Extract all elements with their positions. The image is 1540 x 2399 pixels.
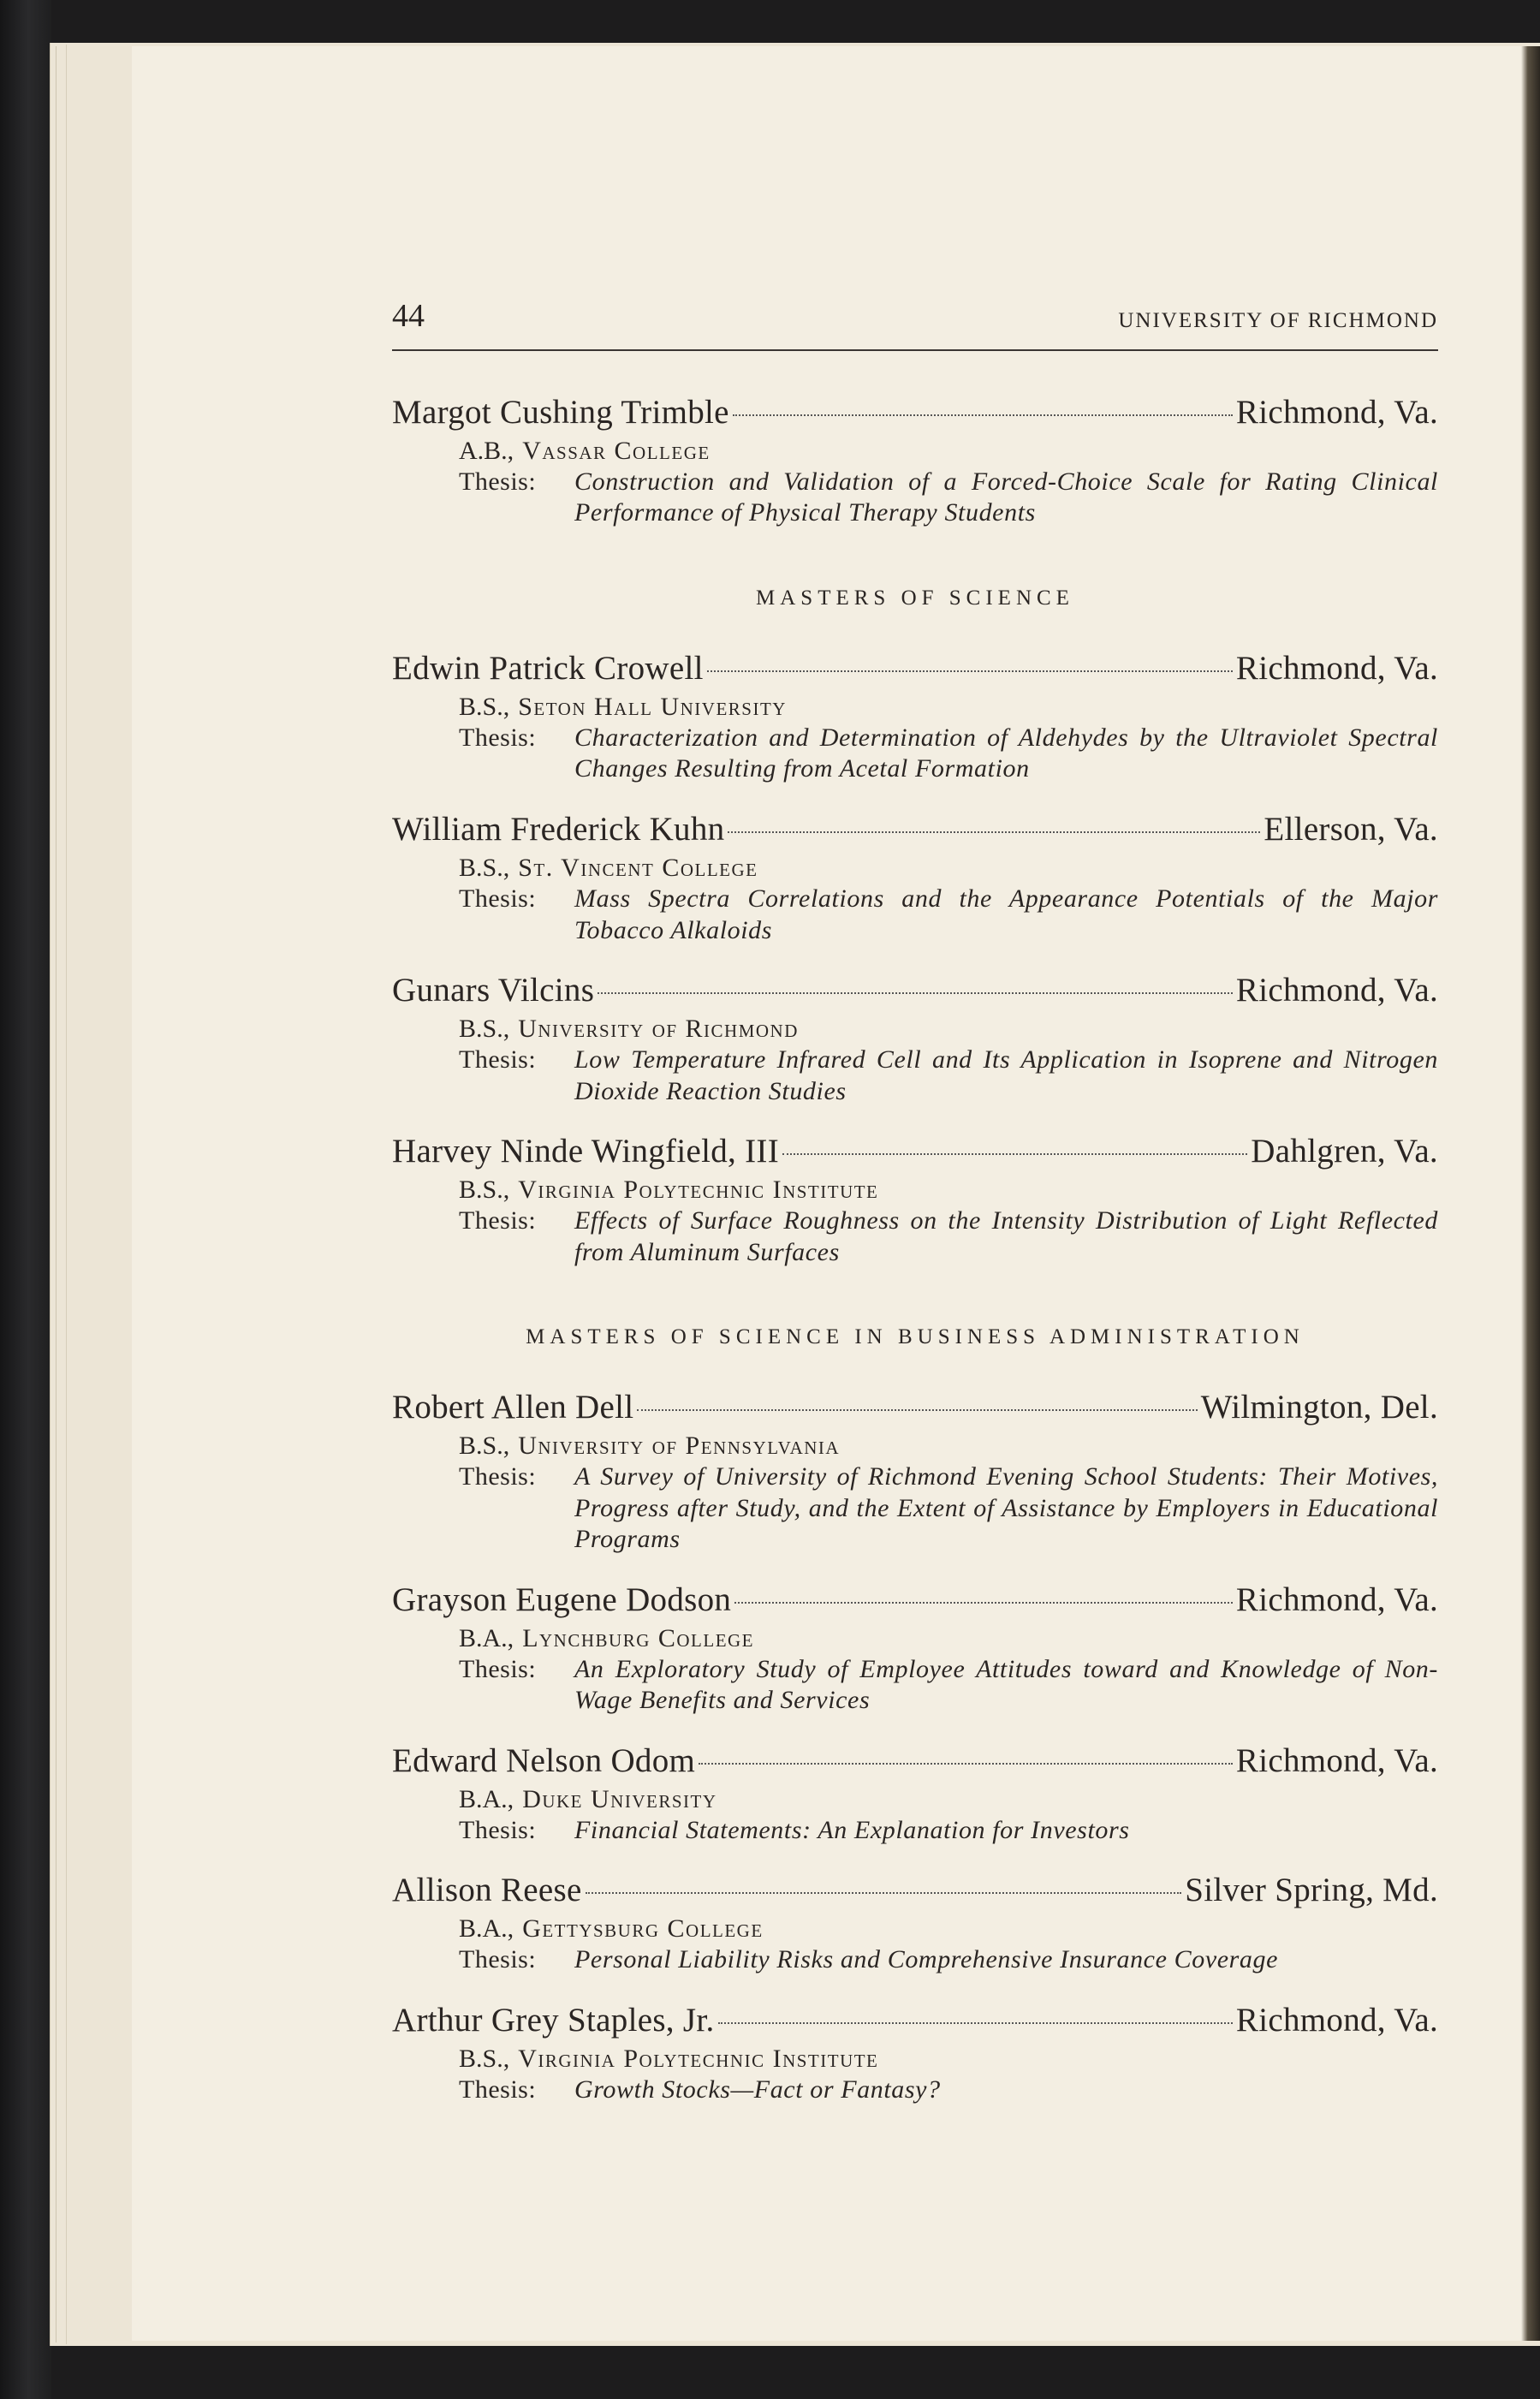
graduate-location: Dahlgren, Va. (1251, 1133, 1438, 1170)
graduate-name: William Frederick Kuhn (392, 811, 725, 848)
graduate-name: Harvey Ninde Wingfield, III (392, 1133, 779, 1170)
dot-leader (637, 1409, 1197, 1411)
name-line (392, 972, 1438, 1010)
page-gutter-shadow (1521, 46, 1540, 2341)
graduate-location: Richmond, Va. (1235, 650, 1438, 688)
graduate-location: Wilmington, Del. (1200, 1389, 1438, 1426)
degree-line (459, 1014, 1438, 1045)
name-line (392, 394, 1438, 432)
graduate-name: Grayson Eugene Dodson (392, 1580, 732, 1618)
institution: Vassar College (522, 436, 711, 465)
institution: University of Pennsylvania (518, 1432, 841, 1460)
graduate-location: Richmond, Va. (1235, 1580, 1438, 1618)
degree: B.S., (459, 1175, 510, 1204)
page-number: 44 (392, 298, 425, 334)
graduate-location: Richmond, Va. (1235, 1741, 1438, 1779)
institution: University of Richmond (518, 1014, 799, 1043)
running-title: UNIVERSITY OF RICHMOND (1118, 309, 1438, 332)
graduate-name: Arthur Grey Staples, Jr. (392, 2001, 715, 2039)
thesis-label: Thesis: (459, 467, 537, 496)
name-line (392, 1872, 1438, 1910)
thesis-line (459, 884, 1438, 946)
graduate-name: Edwin Patrick Crowell (392, 650, 704, 688)
graduate-entry (392, 2002, 1438, 2105)
dot-leader (586, 1892, 1182, 1894)
running-head (392, 300, 1438, 351)
graduate-location: Silver Spring, Md. (1185, 1872, 1438, 1909)
dot-leader (707, 670, 1233, 672)
thesis-line (459, 1461, 1438, 1556)
institution: Lynchburg College (522, 1623, 755, 1652)
degree: B.A., (459, 1623, 514, 1652)
name-line (392, 2002, 1438, 2040)
section-heading: MASTERS OF SCIENCE (756, 586, 1074, 610)
graduate-location: Richmond, Va. (1235, 972, 1438, 1009)
degree: B.S., (459, 1014, 510, 1043)
thesis-label: Thesis: (459, 884, 537, 913)
graduate-entry (392, 811, 1438, 946)
graduate-entry (392, 1581, 1438, 1717)
thesis-line (459, 723, 1438, 785)
graduate-entry (392, 1742, 1438, 1846)
thesis-line (459, 1654, 1438, 1717)
degree: A.B., (459, 436, 514, 465)
graduate-location: Richmond, Va. (1235, 2001, 1438, 2039)
graduate-name: Robert Allen Dell (392, 1389, 634, 1426)
book-cover-edge (0, 0, 51, 2399)
graduate-entry (392, 1389, 1438, 1556)
thesis-line (459, 1045, 1438, 1107)
degree-line (459, 692, 1438, 723)
graduate-entry (392, 972, 1438, 1107)
section-masters-of-science (392, 587, 1438, 1268)
thesis-title: Construction and Validation of a Forced-Choice Scale for Rating Clinical Performance of Physical Therapy Students (574, 467, 1438, 527)
institution: Virginia Polytechnic Institute (518, 1175, 879, 1204)
institution: Duke University (522, 1784, 717, 1813)
degree-line (459, 1175, 1438, 1205)
degree-line (459, 853, 1438, 884)
degree-line (459, 1784, 1438, 1815)
degree: B.S., (459, 692, 510, 721)
degree-line (459, 1623, 1438, 1654)
thesis-label: Thesis: (459, 2075, 537, 2104)
graduate-name: Allison Reese (392, 1872, 582, 1909)
thesis-line (459, 2075, 1438, 2106)
name-line (392, 811, 1438, 849)
thesis-title: An Exploratory Study of Employee Attitudes toward and Knowledge of Non-Wage Benefits and Services (574, 1654, 1438, 1715)
thesis-line (459, 1944, 1438, 1976)
thesis-label: Thesis: (459, 1945, 537, 1974)
degree: B.A., (459, 1914, 514, 1944)
dot-leader (728, 831, 1260, 833)
thesis-title: A Survey of University of Richmond Evening School Students: Their Motives, Progress after Study, and the Extent of Assistance by Employers in Educational Programs (574, 1462, 1438, 1554)
dot-leader (699, 1763, 1233, 1765)
degree-line (459, 436, 1438, 467)
thesis-label: Thesis: (459, 1654, 537, 1683)
thesis-title: Growth Stocks—Fact or Fantasy? (574, 2075, 941, 2104)
graduate-entry (392, 1133, 1438, 1268)
thesis-title: Effects of Surface Roughness on the Intensity Distribution of Light Reflected from Aluminum Surfaces (574, 1205, 1438, 1266)
thesis-title: Personal Liability Risks and Comprehensive Insurance Coverage (574, 1945, 1279, 1974)
section-heading: MASTERS OF SCIENCE IN BUSINESS ADMINISTRATION (526, 1325, 1305, 1349)
thesis-title: Financial Statements: An Explanation for Investors (574, 1815, 1130, 1844)
thesis-title: Mass Spectra Correlations and the Appearance Potentials of the Major Tobacco Alkaloids (574, 884, 1438, 944)
institution: St. Vincent College (518, 853, 758, 882)
graduate-entry (392, 1872, 1438, 1975)
graduate-name: Margot Cushing Trimble (392, 394, 729, 431)
name-line (392, 650, 1438, 688)
name-line (392, 1581, 1438, 1620)
graduate-entry (392, 394, 1438, 529)
degree-line (459, 1431, 1438, 1461)
graduate-location: Richmond, Va. (1235, 394, 1438, 431)
thesis-label: Thesis: (459, 1045, 537, 1074)
page-content (392, 300, 1438, 2105)
degree: B.S., (459, 2044, 510, 2073)
thesis-label: Thesis: (459, 1205, 537, 1235)
graduate-entry (392, 650, 1438, 785)
degree: B.S., (459, 1432, 510, 1460)
name-line (392, 1389, 1438, 1427)
degree-line (459, 1914, 1438, 1944)
graduate-name: Edward Nelson Odom (392, 1741, 696, 1779)
degree: B.S., (459, 853, 510, 882)
thesis-line (459, 1205, 1438, 1268)
graduate-location: Ellerson, Va. (1264, 811, 1438, 848)
graduate-name: Gunars Vilcins (392, 972, 595, 1009)
thesis-title: Characterization and Determination of Aldehydes by the Ultraviolet Spectral Changes Resulting from Acetal Formation (574, 723, 1438, 783)
thesis-line (459, 1815, 1438, 1847)
dot-leader (734, 1602, 1233, 1604)
thesis-title: Low Temperature Infrared Cell and Its Application in Isoprene and Nitrogen Dioxide Reaction Studies (574, 1045, 1438, 1105)
name-line (392, 1133, 1438, 1171)
section-masters-business-administration (392, 1326, 1438, 2105)
institution: Seton Hall University (518, 692, 787, 721)
dot-leader (733, 414, 1233, 416)
degree-line (459, 2044, 1438, 2075)
thesis-label: Thesis: (459, 1815, 537, 1844)
dot-leader (782, 1153, 1247, 1155)
institution: Virginia Polytechnic Institute (518, 2044, 879, 2073)
thesis-label: Thesis: (459, 723, 537, 752)
thesis-label: Thesis: (459, 1462, 537, 1491)
thesis-line (459, 467, 1438, 529)
dot-leader (718, 2022, 1233, 2024)
institution: Gettysburg College (522, 1914, 764, 1944)
name-line (392, 1742, 1438, 1781)
degree: B.A., (459, 1784, 514, 1813)
dot-leader (598, 992, 1233, 994)
